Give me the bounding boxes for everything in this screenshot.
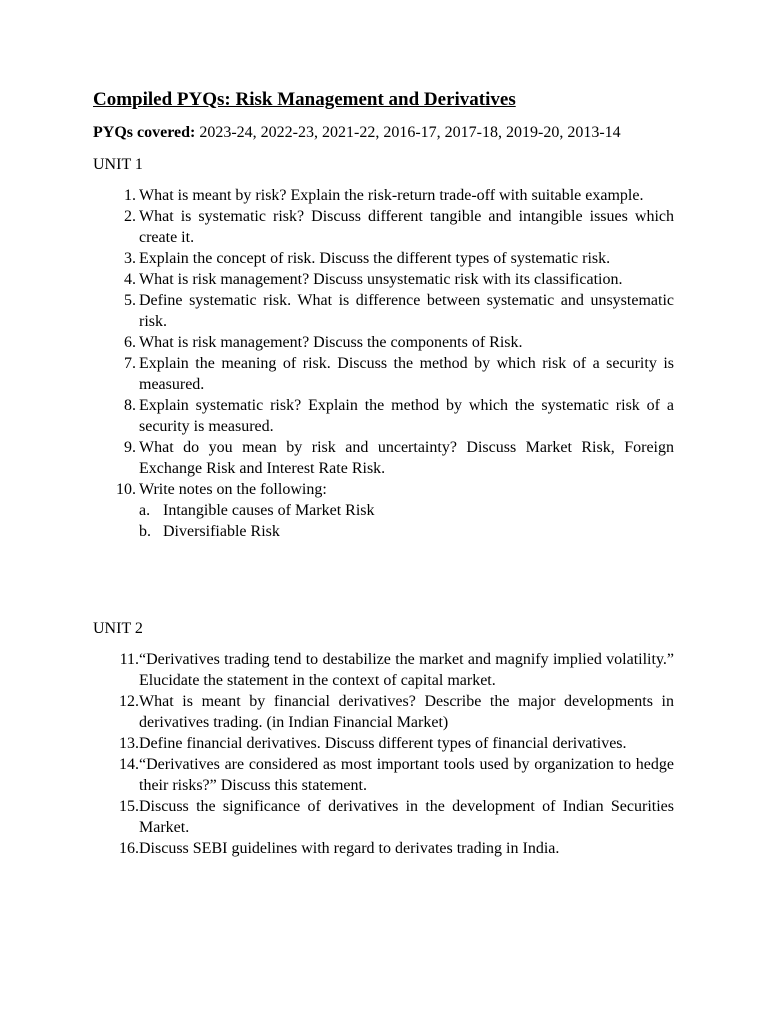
question-number: 15. <box>119 798 139 815</box>
pyqs-covered-label: PYQs covered: <box>93 124 196 141</box>
question-item <box>93 479 674 542</box>
question-text: What is meant by financial derivatives? Describe the major developments in derivatives trading. (in Indian Financial Market) <box>139 693 674 731</box>
question-number: 4. <box>124 271 136 288</box>
question-item <box>93 248 674 269</box>
question-text: Discuss SEBI guidelines with regard to derivates trading in India. <box>139 840 560 857</box>
question-text: Explain the concept of risk. Discuss the different types of systematic risk. <box>139 250 611 267</box>
question-number: 7. <box>124 355 136 372</box>
question-item <box>93 838 674 859</box>
unit2-question-list <box>93 649 674 859</box>
subitem <box>139 500 674 521</box>
question-item <box>93 353 674 395</box>
pyqs-covered <box>93 122 674 143</box>
subitem-list <box>139 500 674 542</box>
question-number: 6. <box>124 334 136 351</box>
question-item <box>93 437 674 479</box>
subitem-letter: b. <box>139 523 151 540</box>
question-text: What is systematic risk? Discuss different tangible and intangible issues which create it. <box>139 208 674 246</box>
question-text: What is risk management? Discuss unsystematic risk with its classification. <box>139 271 623 288</box>
question-item <box>93 754 674 796</box>
question-number: 3. <box>124 250 136 267</box>
question-item <box>93 649 674 691</box>
question-text: “Derivatives are considered as most important tools used by organization to hedge their risks?” Discuss this statement. <box>139 756 674 794</box>
question-number: 12. <box>119 693 139 710</box>
question-item <box>93 290 674 332</box>
question-text: “Derivatives trading tend to destabilize the market and magnify implied volatility.” Elucidate the statement in the context of capital market. <box>139 651 674 689</box>
question-number: 5. <box>124 292 136 309</box>
question-item <box>93 796 674 838</box>
question-number: 10. <box>116 481 136 498</box>
question-text: Write notes on the following: <box>139 481 327 498</box>
question-text: Define systematic risk. What is difference between systematic and unsystematic risk. <box>139 292 674 330</box>
pyqs-covered-years: 2023-24, 2022-23, 2021-22, 2016-17, 2017-18, 2019-20, 2013-14 <box>195 124 621 141</box>
question-item <box>93 185 674 206</box>
question-item <box>93 733 674 754</box>
unit2-heading: UNIT 2 <box>93 620 143 637</box>
question-number: 14. <box>119 756 139 773</box>
question-text: Discuss the significance of derivatives in the development of Indian Securities Market. <box>139 798 674 836</box>
question-text: Define financial derivatives. Discuss different types of financial derivatives. <box>139 735 627 752</box>
question-number: 1. <box>124 187 136 204</box>
question-number: 2. <box>124 208 136 225</box>
question-item <box>93 395 674 437</box>
question-number: 16. <box>119 840 139 857</box>
subitem-text: Diversifiable Risk <box>163 523 280 540</box>
subitem <box>139 521 674 542</box>
subitem-text: Intangible causes of Market Risk <box>163 502 375 519</box>
unit1-question-list <box>93 185 674 542</box>
question-item <box>93 269 674 290</box>
question-number: 9. <box>124 439 136 456</box>
question-text: What do you mean by risk and uncertainty? Discuss Market Risk, Foreign Exchange Risk and Interest Rate Risk. <box>139 439 674 477</box>
question-number: 13. <box>119 735 139 752</box>
question-item <box>93 691 674 733</box>
document-title: Compiled PYQs: Risk Management and Derivatives <box>93 89 516 110</box>
unit1-heading: UNIT 1 <box>93 156 143 173</box>
document-content <box>93 88 674 859</box>
question-text: What is meant by risk? Explain the risk-return trade-off with suitable example. <box>139 187 644 204</box>
question-item <box>93 206 674 248</box>
question-number: 11. <box>119 651 139 668</box>
question-text: What is risk management? Discuss the components of Risk. <box>139 334 523 351</box>
question-item <box>93 332 674 353</box>
question-number: 8. <box>124 397 136 414</box>
question-text: Explain the meaning of risk. Discuss the method by which risk of a security is measured. <box>139 355 674 393</box>
subitem-letter: a. <box>139 502 151 519</box>
question-text: Explain systematic risk? Explain the method by which the systematic risk of a security is measured. <box>139 397 674 435</box>
